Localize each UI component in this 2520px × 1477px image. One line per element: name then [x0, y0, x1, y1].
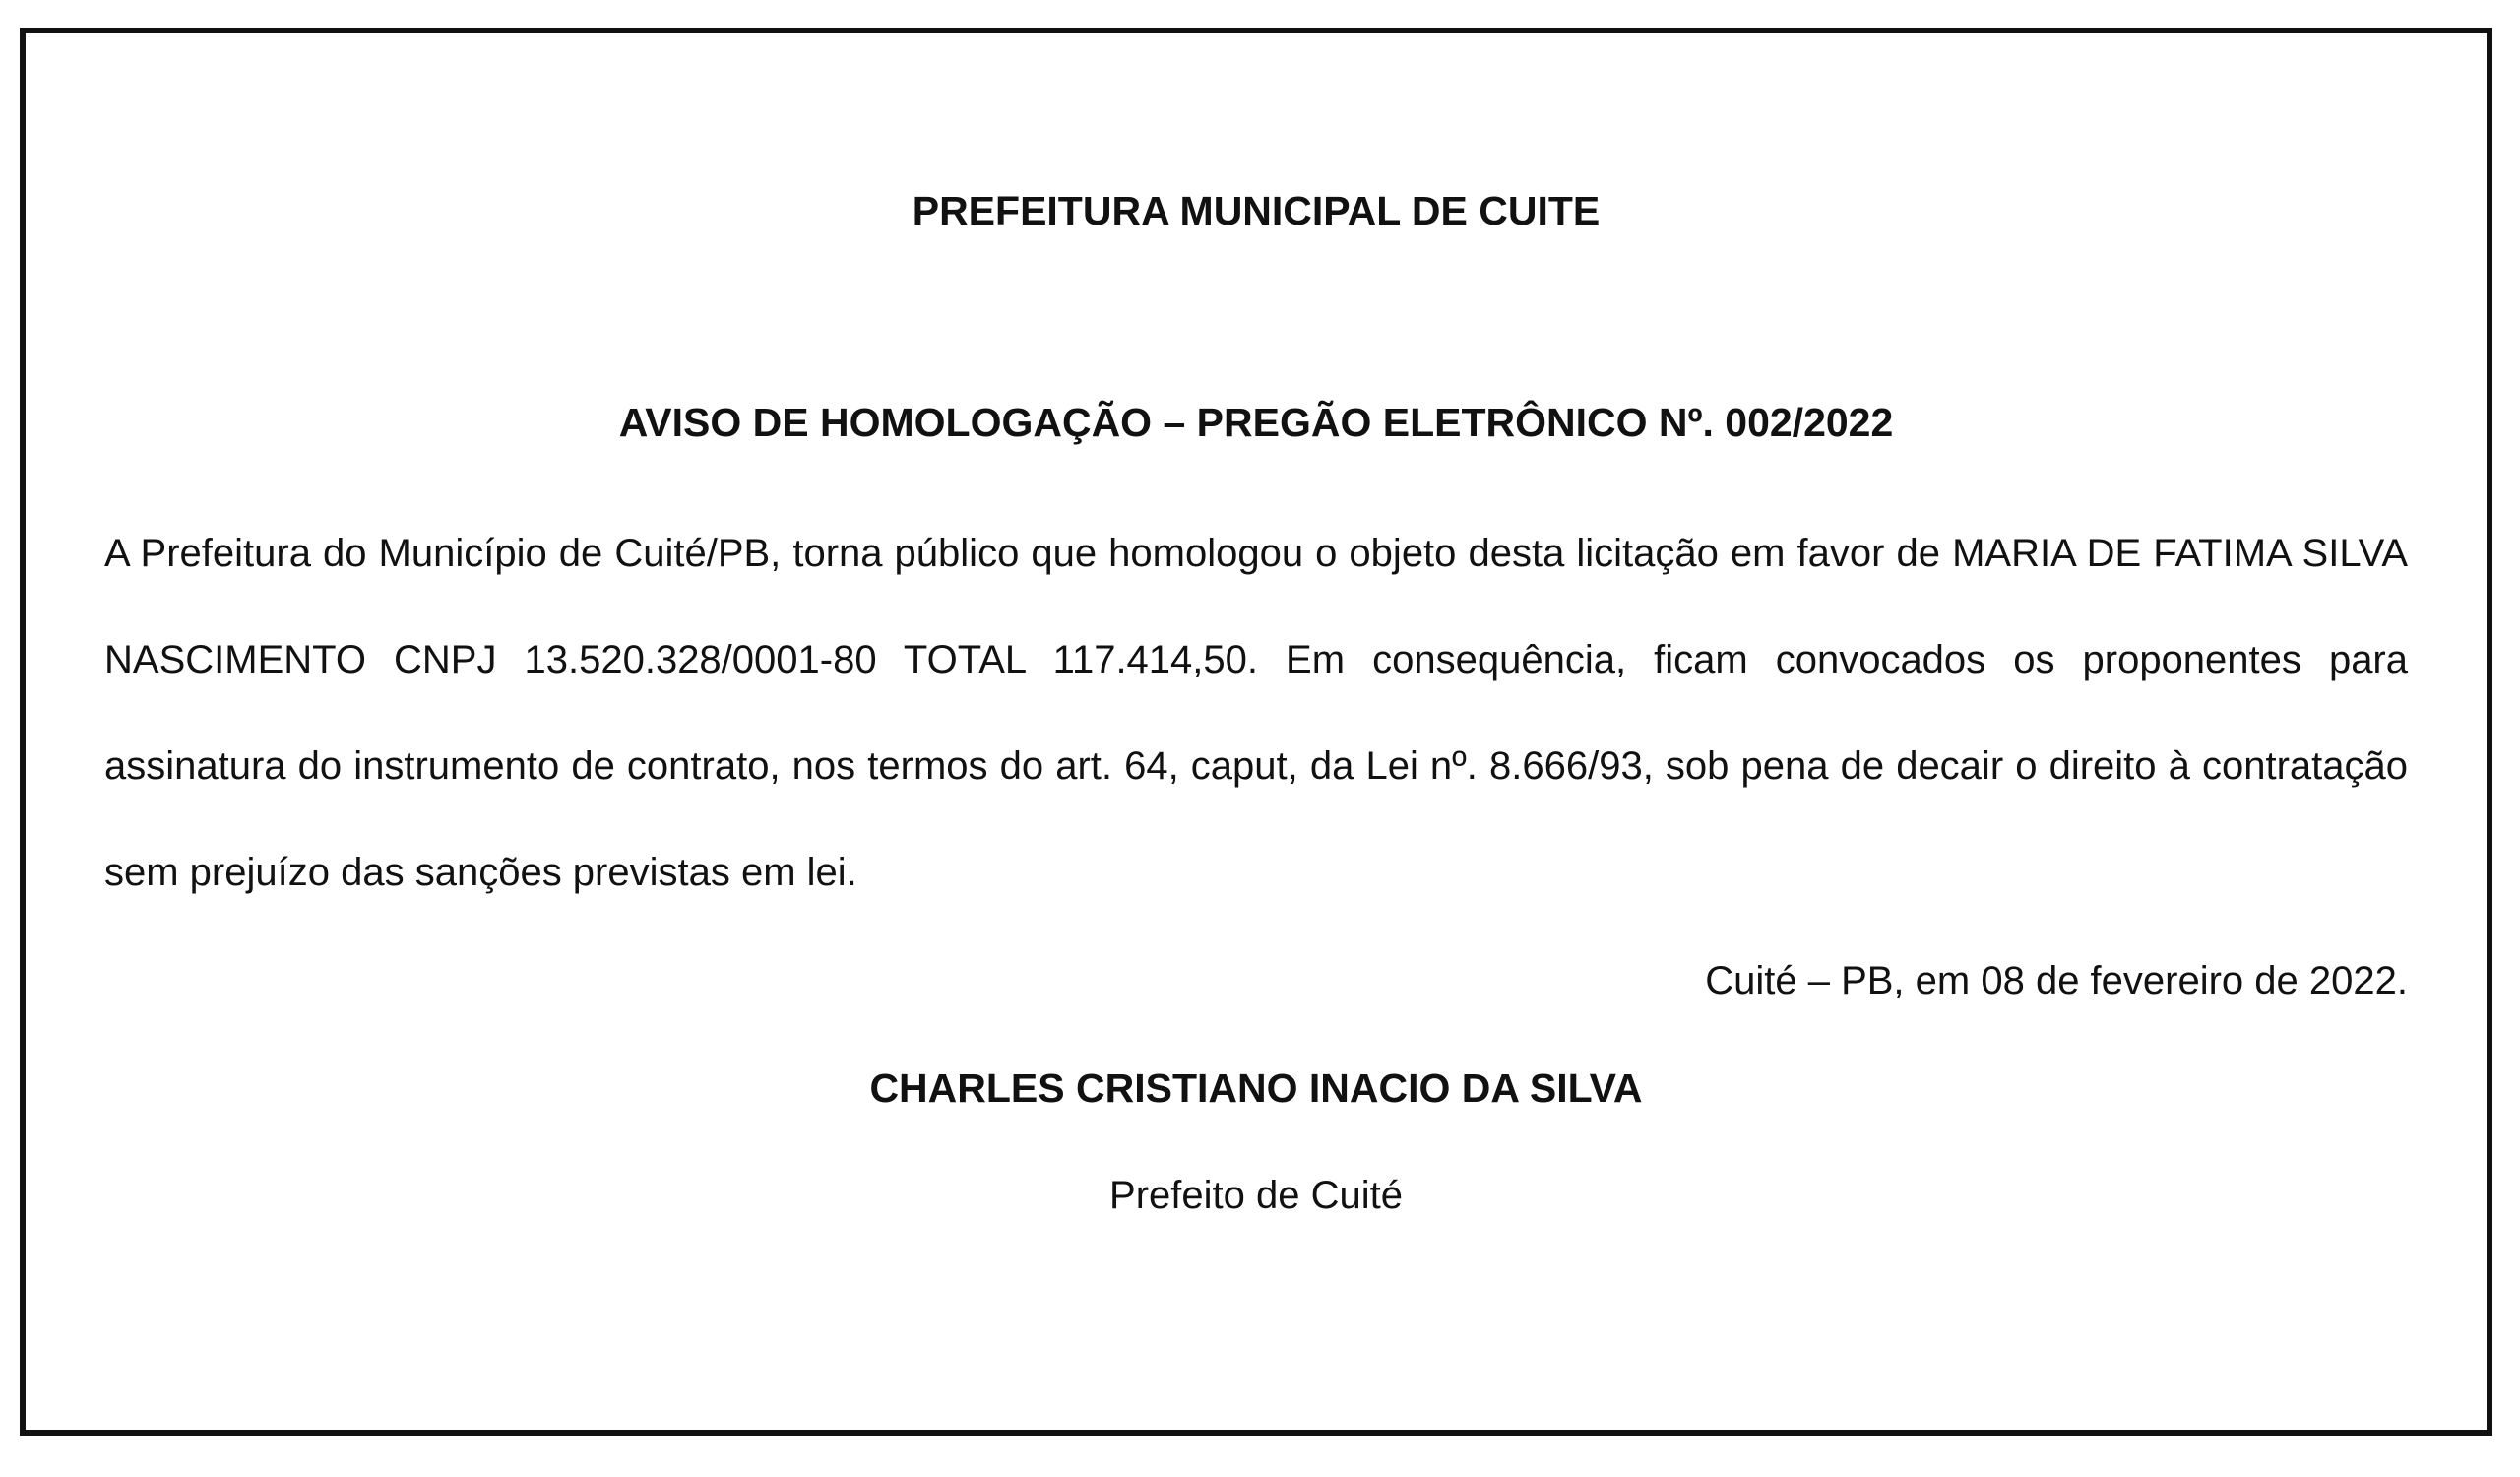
notice-title: AVISO DE HOMOLOGAÇÃO – PREGÃO ELETRÔNICO Nº. 002/2022: [618, 400, 1894, 445]
notice-body: A Prefeitura do Município de Cuité/PB, torna público que homologou o objeto desta licitação em favor de MARIA DE FATIMA SILVA NASCIMENTO CNPJ 13.520.328/0001-80 TOTAL 117.414,50. Em consequência, ficam convocados os proponentes para assinatura do instrumento de contrato, nos termos do art. 64, caput, da Lei nº. 8.666/93, sob pena de decair o direito à contratação sem prejuízo das sanções previstas em lei.: [104, 532, 2408, 894]
signer-role: Prefeito de Cuité: [1109, 1174, 1403, 1217]
notice-frame: [20, 28, 2492, 1436]
municipality-header: PREFEITURA MUNICIPAL DE CUITE: [912, 188, 1601, 233]
signer-name: CHARLES CRISTIANO INACIO DA SILVA: [869, 1065, 1643, 1111]
dateline: Cuité – PB, em 08 de fevereiro de 2022.: [1705, 959, 2408, 1002]
